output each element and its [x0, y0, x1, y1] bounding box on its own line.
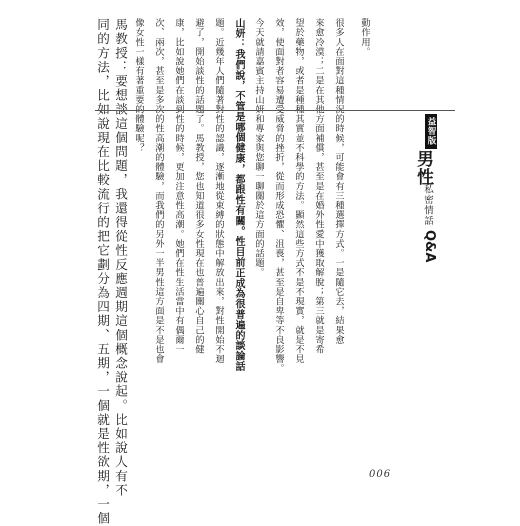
body-line-2: 很多人在面對這種情況的時候，可能會有三種選擇方式。一是隨它去，結果愈: [333, 18, 344, 345]
body-line-10: 康，比如說她們在談到性的時候，更加注意性高潮。她們在性生活當中有偶爾一: [173, 18, 184, 354]
edition-badge: 益智版: [425, 114, 437, 149]
header-rule: [95, 110, 455, 111]
page-number: 006: [369, 469, 392, 480]
body-line-11: 次、兩次，甚至是多次的性高潮的體驗，而我們的另外一半男性這方面是不是也會: [153, 18, 164, 364]
body-line-3: 來愈冷漠；二是在其他方面補償，甚至是在婚外性愛中獲取解脫；第三就是寄希: [313, 18, 324, 354]
book-title: 男性: [413, 150, 433, 186]
body-line-7: 山妍：我們說，不管是哪個健康，都跟性有關。性目前正成為很普遍的談論話: [233, 18, 244, 372]
qa-label: Q&A: [422, 230, 437, 263]
body-line-13: 馬教授：要想談這個問題，我還得從性反應週期這個概念說起。比如說人有不: [113, 18, 128, 498]
body-line-1: 動作用。: [359, 18, 370, 57]
body-line-12: 像女性一樣有著重要的體驗呢？: [133, 18, 144, 153]
book-subtitle: 私密情話: [422, 184, 433, 226]
body-line-4: 望於藥物，或者是種種其實並不科學的方法。顯然這些方式不是不現實，就是不見: [293, 18, 304, 364]
running-header: [392, 112, 447, 312]
body-line-14: 同的方法，比如說現在比較流行的把它劃分為四期、五期，一個就是性欲期，一個: [95, 18, 110, 526]
body-line-5: 效，使面對者容易遭受威脅的挫折，從而形成恐懼、沮喪，甚至是自卑等不良影響。: [273, 18, 284, 374]
body-line-8: 題。近幾年人們隨著對性的認識，逐漸地從束縛的狀態中解放出來，對性開始不迴: [213, 18, 224, 364]
body-line-9: 避了，開始談性的話題了。馬教授，您也知道很多女性現在也普遍關心自己的健: [193, 18, 204, 354]
body-line-6: 今天就請嘉賓主持山妍和專家與您聊一聊關於這方面的話題。: [253, 18, 264, 278]
